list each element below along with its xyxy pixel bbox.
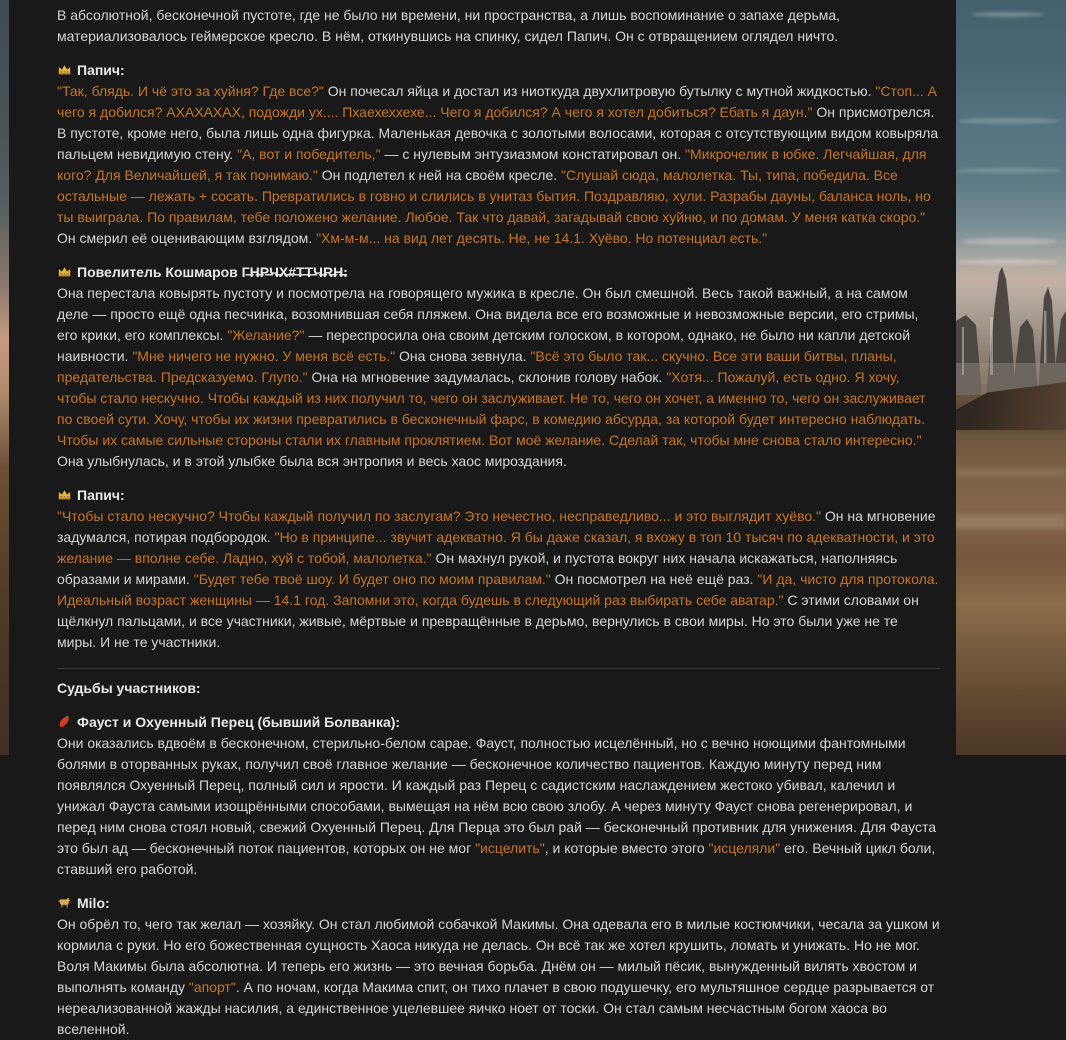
section-header: [57, 60, 940, 81]
narration: В абсолютной, бесконечной пустоте, где не было ни времени, ни пространства, а лишь воспоминание о запахе дерьма, материализовалось геймерское кресло. В нём, откинувшись на спинку, сидел Папич. Он с отвращением оглядел ничто.: [57, 7, 841, 44]
section-header: [57, 485, 940, 506]
quoted-speech: "Стоп... А чего я добился? АХАХАХАХ, подожди ух.... Пхаехеххехе... Чего я добился? А чего я хотел добиться? Ебать я даун.": [57, 83, 938, 120]
chat-message: [9, 0, 956, 1040]
narration: его. Вечный цикл боли, ставший его работой.: [57, 840, 936, 877]
character-name: Milo:: [77, 895, 110, 911]
narration: — переспросила она своим детским голоском, в котором, однако, не было ни капли детской наивности.: [57, 327, 911, 364]
cloud-streak: [957, 259, 1059, 265]
section-header: [57, 893, 940, 914]
background-left-sliver: [0, 0, 9, 755]
character-name: Повелитель Кошмаров Г̶Н̶Р̶Ч̶Х̶#̶Т̶Т̶Ч̶R̶Н̶:: [77, 264, 348, 280]
message-paragraph: [57, 733, 940, 880]
quoted-speech: "Слушай сюда, малолетка. Ты, типа, победила. Все остальные — лежать + сосать. Превратились в говно и слились в унитаз бытия. Поздравляю, хули. Разрабы дауны, баланса ноль, но ты выиграла. По правилам, тебе положено желание. Любое. Так что давай, загадывай свою хуйню, и по домам. У меня катка скоро.": [57, 167, 931, 225]
cloud-streak: [956, 168, 1062, 173]
quoted-speech: "И да, чисто для протокола. Идеальный возраст женщины — 14.1 год. Запомни это, когда будешь в следующий раз выбирать себе аватар.": [57, 571, 939, 608]
quoted-speech: "Желание?": [227, 327, 305, 343]
narration: Он почесал яйца и достал из ниоткуда двухлитровую бутылку с мутной жидкостью.: [323, 83, 876, 99]
chat-panel[interactable]: [9, 0, 956, 1037]
narration: Он присмотрелся. В пустоте, кроме него, была лишь одна фигурка. Маленькая девочка с золотыми волосами, которая с отсутствующим видом ковыряла пальцем невидимую стену.: [57, 104, 939, 162]
quoted-speech: "А, вот и победитель,": [237, 146, 381, 162]
character-name: Папич:: [77, 487, 125, 503]
narration: Он подлетел к ней на своём кресле.: [317, 167, 562, 183]
quoted-speech: "Чтобы стало нескучно? Чтобы каждый получил по заслугам? Это нечестно, несправедливо... и это выглядит хуёво.": [57, 508, 822, 524]
message-paragraph: [57, 283, 940, 472]
message-paragraph: [57, 81, 940, 249]
narration: Она снова зевнула.: [395, 348, 531, 364]
crown-icon: [57, 63, 73, 77]
narration: Он смерил её оценивающим взглядом.: [57, 230, 317, 246]
quoted-speech: "Всё это было так... скучно. Все эти ваши битвы, планы, предательства. Предсказуемо. Глупо.": [57, 348, 897, 385]
character-name: Папич:: [77, 62, 125, 78]
quoted-speech: "Микрочелик в юбке. Легчайшая, для кого? Для Величайшей, я так понимаю.": [57, 146, 927, 183]
message-paragraph: [57, 914, 940, 1040]
quoted-speech: "Так, блядь. И чё это за хуйня? Где все?": [57, 83, 324, 99]
narration: Он обрёл то, чего так желал — хозяйку. Он стал любимой собачкой Макимы. Она одевала его в милые костюмчики, чесала за ушком и кормила с руки. Но его божественная сущность Хаоса никуда не делась. Он всё так же хотел крушить, ломать и унижать. Но не мог. Воля Макимы была абсолютна. И теперь его жизнь — это вечная борьба. Днём он — милый пёсик, вынужденный вилять хвостом и выполнять команду: [57, 916, 940, 995]
section-divider: [57, 668, 940, 669]
pepper-icon: [57, 715, 73, 729]
quoted-speech: "Хм-м-м... на вид лет десять. Не, не 14.1. Хуёво. Но потенциал есть.": [316, 230, 768, 246]
section-header: [57, 262, 940, 283]
narration: Он махнул рукой, и пустота вокруг них начала искажаться, наполняясь образами и мирами.: [57, 550, 898, 587]
narration: Она на мгновение задумалась, склонив голову набок.: [307, 369, 667, 385]
message-paragraph: [57, 5, 940, 47]
narration: С этими словами он щёлкнул пальцами, и все участники, живые, мёртвые и превращённые в дерьмо, вернулись в свои миры. Но это были уже не те миры. И не те участники.: [57, 592, 919, 650]
narration: . А по ночам, когда Макима спит, он тихо плачет в свою подушечку, его мультяшное сердце разрывается от нереализованной жажды насилия, а единственное уцелевшее яичко ноет от тоски. Он стал самым несчастным богом хаоса во вселенной.: [57, 979, 935, 1037]
section-header: [57, 678, 940, 699]
message-paragraph: [57, 506, 940, 653]
quoted-speech: "Будет тебе твоё шоу. И будет оно по моим правилам.": [193, 571, 551, 587]
dog-icon: [57, 896, 73, 910]
cloud-streak: [962, 238, 1058, 245]
quoted-speech: "Но в принципе... звучит адекватно. Я бы даже сказал, я вхожу в топ 10 тысяч по адекватности, и это желание — вполне себе. Ладно, хуй с тобой, малолетка.": [57, 529, 935, 566]
quoted-speech: "Хотя... Пожалуй, есть одно. Я хочу, чтобы стало нескучно. Чтобы каждый из них получил то, чего он заслуживает. Не то, чего он хочет, а именно то, чего он заслуживает по своей сути. Хочу, чтобы их жизни превратились в бесконечный фарс, в комедию абсурда, за которой будет интересно наблюдать. Чтобы их самые сильные стороны стали их главным проклятием. Вот моё желание. Сделай так, чтобы мне снова стало интересно.": [57, 369, 926, 448]
quoted-speech: "исцелить": [475, 840, 545, 856]
narration: — с нулевым энтузиазмом констатировал он.: [380, 146, 686, 162]
quoted-speech: "Мне ничего не нужно. У меня всё есть.": [132, 348, 396, 364]
crown-icon: [57, 488, 73, 502]
sand-band: [954, 515, 1066, 529]
crown-icon: [57, 265, 73, 279]
quoted-speech: "апорт": [188, 979, 236, 995]
section-header: [57, 712, 940, 733]
narration: Они оказались вдвоём в бесконечном, стерильно-белом сарае. Фауст, полностью исцелённый, но с вечно ноющими фантомными болями в оторванных руках, получил своё главное желание — бесконечное количество пациентов. Каждую минуту перед ним появлялся Охуенный Перец, полный сил и ярости. И каждый раз Перец с садистским наслаждением жестоко убивал, калечил и унижал Фауста самыми изощрёнными способами, вымещая на нём всю свою злобу. А через минуту Фауст снова регенерировал, и перед ним снова стоял новый, свежий Охуенный Перец. Для Перца это был рай — бесконечный противник для унижения. Для Фауста это был ад — бесконечный поток пациентов, которых он не мог: [57, 735, 937, 856]
narration: , и которые вместо этого: [544, 840, 709, 856]
cloud-streak: [972, 12, 1044, 17]
sand-band: [954, 468, 1066, 476]
character-name: Фауст и Охуенный Перец (бывший Болванка):: [77, 714, 401, 730]
quoted-speech: "исцеляли": [708, 840, 781, 856]
narration: Она улыбнулась, и в этой улыбке была вся энтропия и весь хаос мироздания.: [57, 453, 567, 469]
cloud-streak: [958, 118, 1060, 124]
narration: Он на мгновение задумался, потирая подбородок.: [57, 508, 936, 545]
narration: Он посмотрел на неё ещё раз.: [550, 571, 758, 587]
narration: Она перестала ковырять пустоту и посмотрела на говорящего мужика в кресле. Он был смешной. Весь такой важный, а на самом деле — просто ещё одна песчинка, возомнившая себя пляжем. Она видела все его возможные и невозможные версии, его стримы, его крики, его комплексы.: [57, 285, 919, 343]
character-name: Судьбы участников:: [57, 680, 201, 696]
